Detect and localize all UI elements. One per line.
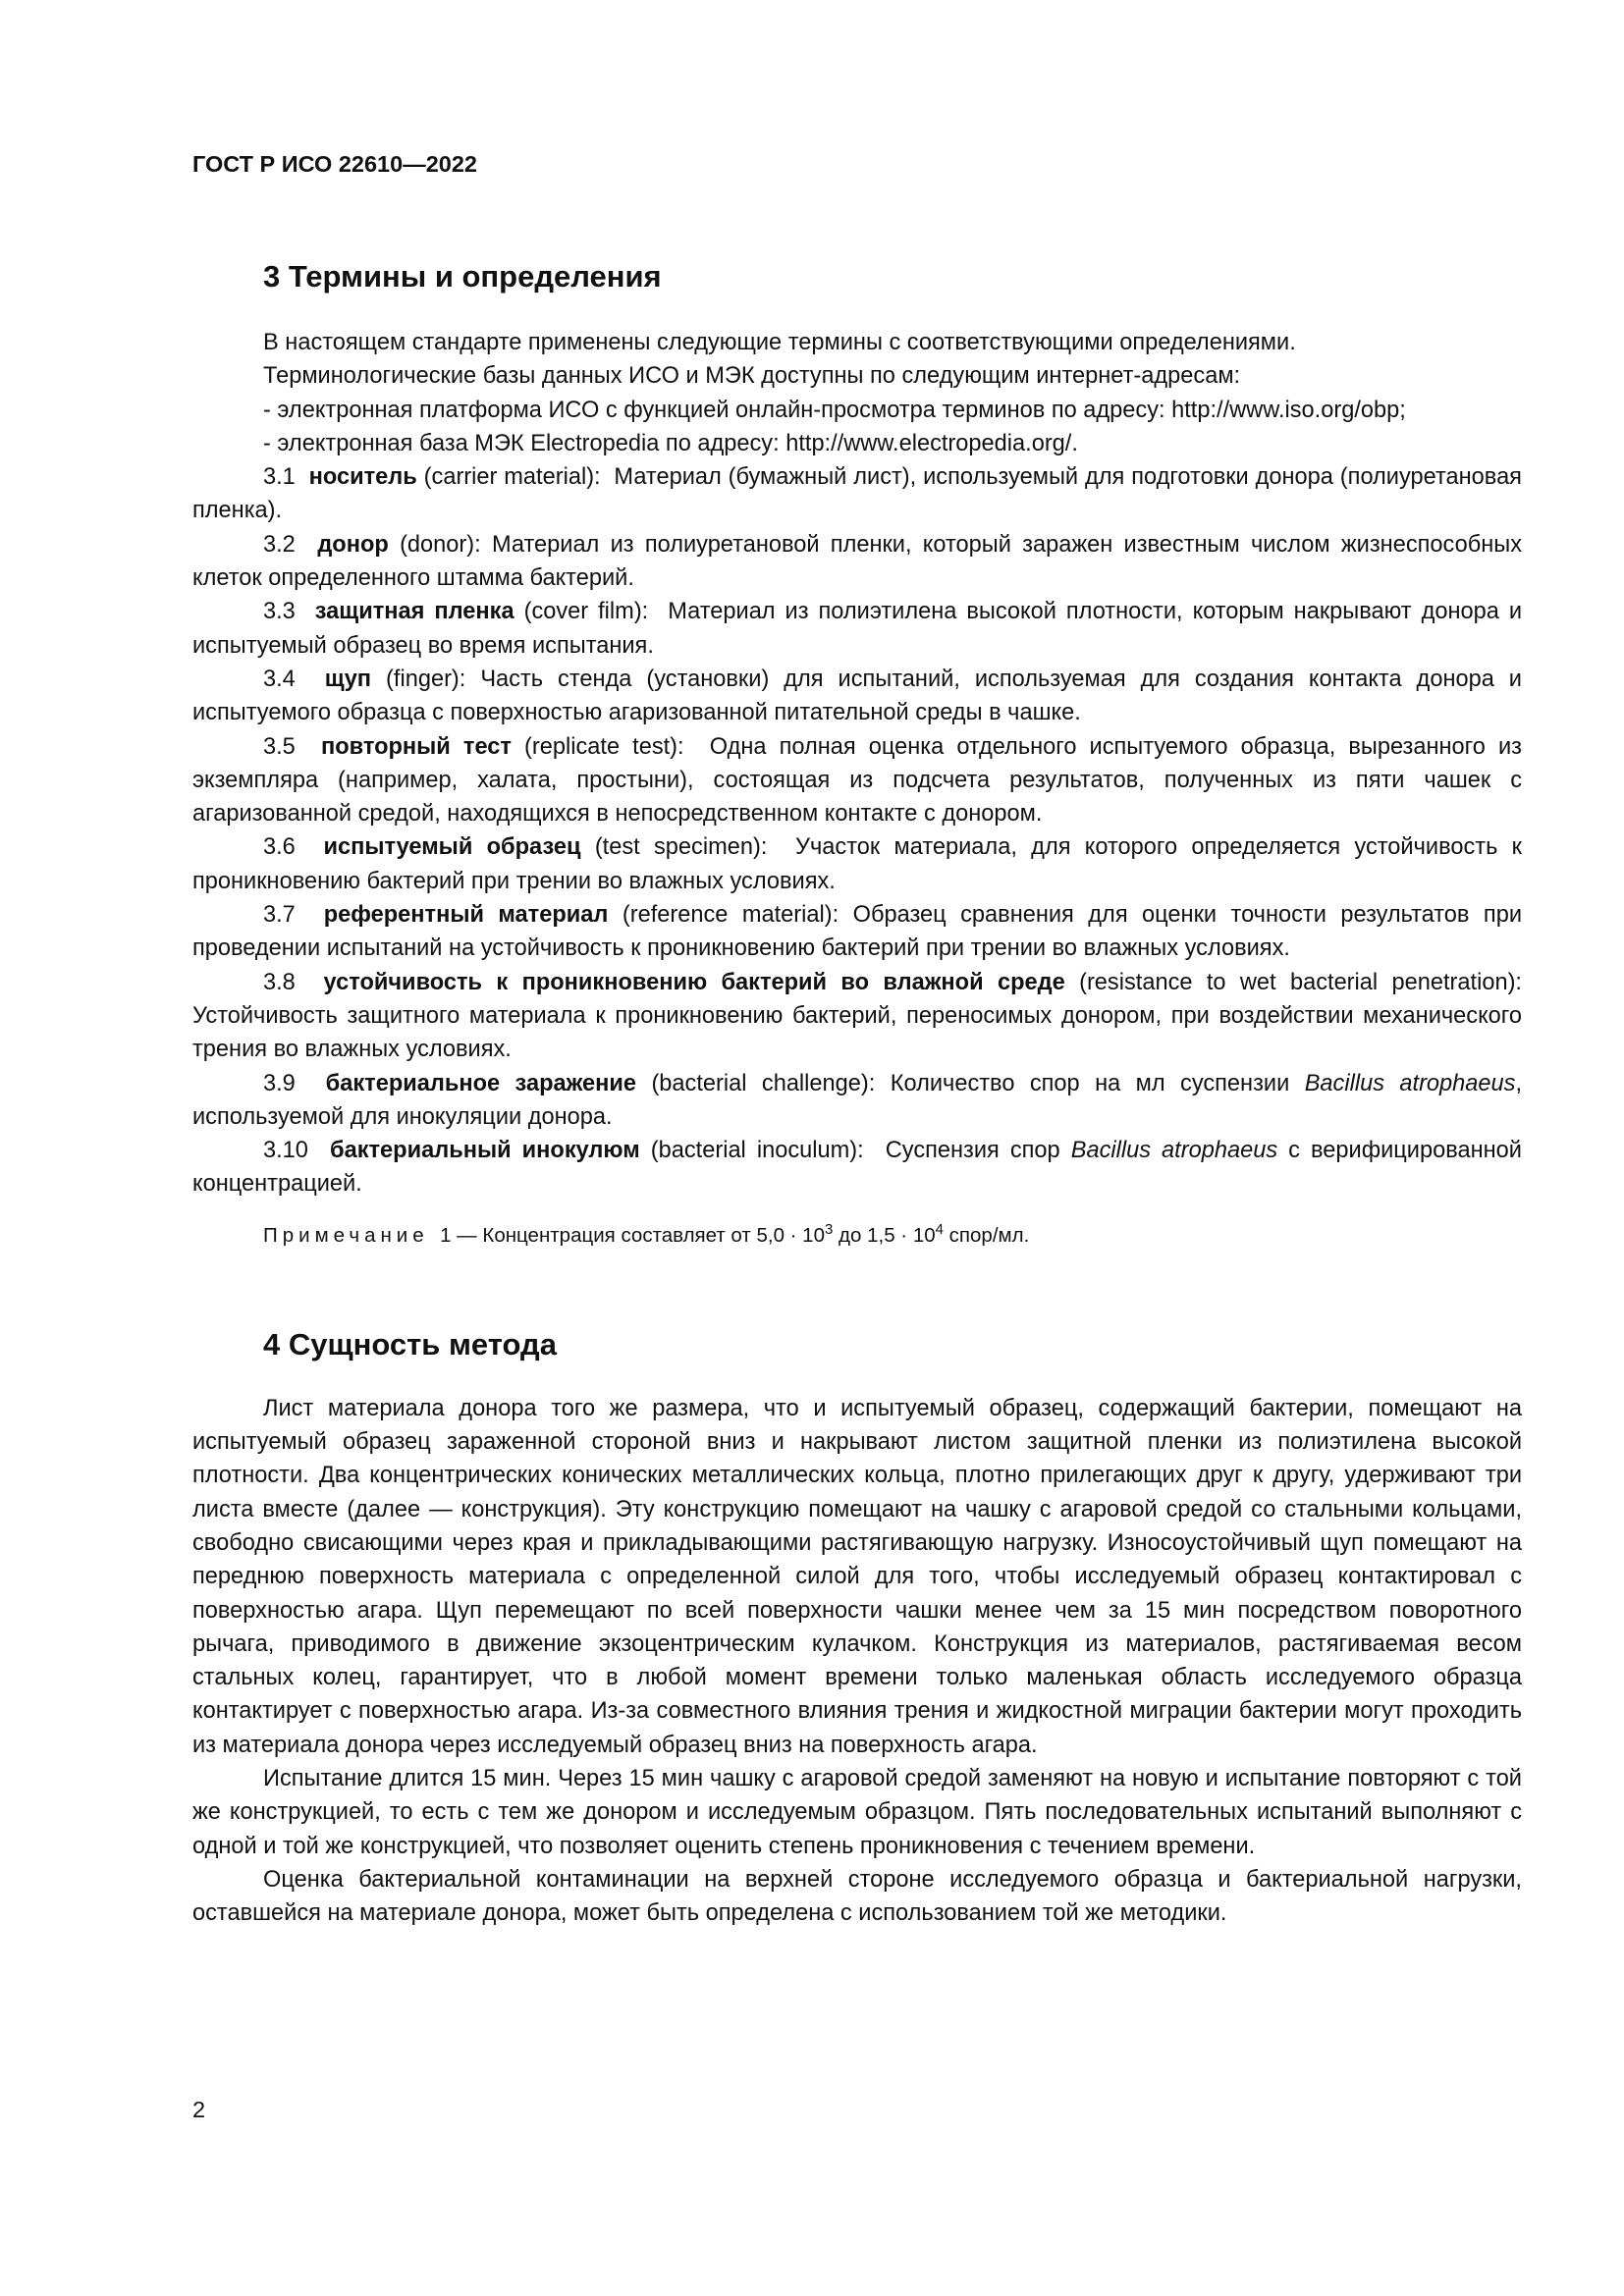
section-3-title: 3 Термины и определения bbox=[263, 259, 662, 294]
term-3-4 bbox=[192, 663, 1522, 730]
term-english: (donor): bbox=[400, 531, 481, 558]
term-definition: Участок материала, для которого определяется устойчивость к проникновению бактерий при трении во влажных условиях. bbox=[192, 834, 1522, 894]
term-name: испытуемый образец bbox=[323, 834, 581, 861]
note-text: до 1,5 · 10 bbox=[839, 1223, 936, 1247]
term-3-2 bbox=[192, 528, 1522, 596]
note-text: спор/мл. bbox=[948, 1223, 1030, 1247]
term-definition: Часть стенда (установки) для испытаний, используемая для создания контакта донора и испытуемого образца с поверхностью агаризованной питательной среды в чашке. bbox=[192, 666, 1522, 726]
term-definition: Образец сравнения для оценки точности результатов при проведении испытаний на устойчивость к проникновению бактерий при трении во влажных условиях. bbox=[192, 902, 1522, 962]
term-definition: Суспензия спор bbox=[885, 1138, 1060, 1164]
term-english: (test specimen): bbox=[594, 834, 768, 861]
term-definition-end: , используемой для инокуляции донора. bbox=[192, 1070, 1523, 1130]
term-3-9 bbox=[192, 1067, 1522, 1135]
term-english: (resistance to wet bacterial penetration): bbox=[1079, 969, 1522, 995]
term-definition: Количество спор на мл суспензии bbox=[890, 1070, 1290, 1096]
term-number: 3.4 bbox=[263, 666, 296, 692]
term-number: 3.5 bbox=[263, 733, 296, 760]
term-english: (cover film): bbox=[523, 599, 649, 625]
term-definition: Одна полная оценка отдельного испытуемого образца, вырезанного из экземпляра (например, халата, простыни), состоящая из подсчета результатов, полученных из пяти чашек с агаризованной средой, находящихся в непосредственном контакте с донором. bbox=[192, 733, 1522, 828]
term-name: референтный материал bbox=[323, 902, 609, 929]
term-3-3 bbox=[192, 595, 1522, 663]
term-number: 3.6 bbox=[263, 834, 296, 861]
term-name: бактериальное заражение bbox=[325, 1070, 637, 1096]
term-definition: Материал (бумажный лист), используемый для подготовки донора (полиуретановая пленка). bbox=[192, 464, 1522, 524]
term-name: носитель bbox=[308, 464, 417, 491]
term-name: защитная пленка bbox=[314, 599, 514, 625]
term-3-7 bbox=[192, 898, 1522, 966]
term-english: (bacterial challenge): bbox=[651, 1070, 876, 1096]
intro-paragraph: В настоящем стандарте применены следующие термины с соответствующими определениями. bbox=[263, 330, 1296, 355]
term-number: 3.8 bbox=[263, 969, 296, 995]
term-name: устойчивость к проникновению бактерий во влажной среде bbox=[323, 969, 1065, 995]
term-3-6 bbox=[192, 830, 1522, 898]
document-page bbox=[192, 147, 1522, 1930]
intro-list-item-iec: - электронная база МЭК Electropedia по адресу: http://www.electropedia.org/. bbox=[263, 430, 1078, 456]
intro-paragraph: Терминологические базы данных ИСО и МЭК доступны по следующим интернет-адресам: bbox=[263, 363, 1241, 390]
note-1 bbox=[192, 1221, 1522, 1251]
species-name: Bacillus atrophaeus bbox=[1070, 1138, 1278, 1164]
term-name: щуп bbox=[324, 666, 372, 692]
term-english: (reference material): bbox=[622, 902, 839, 929]
term-number: 3.1 bbox=[263, 464, 296, 491]
term-english: (carrier material): bbox=[423, 464, 601, 491]
note-text: Концентрация составляет от 5,0 · 10 bbox=[482, 1223, 825, 1247]
term-english: (replicate test): bbox=[524, 733, 684, 760]
document-code-header: ГОСТ Р ИСО 22610—2022 bbox=[192, 151, 477, 177]
term-number: 3.3 bbox=[263, 599, 296, 625]
term-3-1 bbox=[192, 460, 1522, 528]
note-number: 1 — bbox=[440, 1223, 477, 1247]
term-number: 3.2 bbox=[263, 531, 296, 558]
term-number: 3.9 bbox=[263, 1070, 296, 1096]
term-english: (finger): bbox=[386, 666, 466, 692]
note-exponent: 4 bbox=[935, 1220, 944, 1238]
term-name: бактериальный инокулюм bbox=[330, 1138, 640, 1164]
term-3-5 bbox=[192, 730, 1522, 831]
species-name: Bacillus atrophaeus bbox=[1304, 1070, 1516, 1096]
note-exponent: 3 bbox=[825, 1220, 834, 1238]
term-name: повторный тест bbox=[320, 733, 512, 760]
section-4-title: 4 Сущность метода bbox=[263, 1326, 557, 1362]
term-definition-end: с верифицированной концентрацией. bbox=[192, 1138, 1522, 1198]
term-english: (bacterial inoculum): bbox=[650, 1138, 864, 1164]
term-3-8 bbox=[192, 966, 1522, 1067]
term-3-10 bbox=[192, 1134, 1522, 1201]
method-paragraph: Оценка бактериальной контаминации на верхней стороне исследуемого образца и бактериальной нагрузки, оставшейся на материале донора, может быть определена с использованием той же методики. bbox=[192, 1866, 1522, 1927]
term-number: 3.10 bbox=[263, 1138, 308, 1164]
intro-list-item-iso: - электронная платформа ИСО с функцией онлайн-просмотра терминов по адресу: http://www.iso.org/obp; bbox=[263, 397, 1406, 423]
note-label: Примечание bbox=[263, 1223, 429, 1247]
page-number: 2 bbox=[192, 2097, 206, 2122]
method-paragraph: Лист материала донора того же размера, что и испытуемый образец, содержащий бактерии, помещают на испытуемый образец зараженной стороной вниз и накрывают листом защитной пленки из полиэтилена высокой плотности. Два концентрических конических металлических кольца, плотно прилегающих друг к другу, удерживают три листа вместе (далее — конструкция). Эту конструкцию помещают на чашку с агаровой средой со стальными кольцами, свободно свисающими через края и прикладывающими растягивающую нагрузку. Износоустойчивый щуп помещают на переднюю поверхность материала с определенной силой для того, чтобы исследуемый образец контактировал с поверхностью агара. Щуп перемещают по всей поверхности чашки менее чем за 15 мин посредством поворотного рычага, приводимого в движение экзоцентрическим кулачком. Конструкция из материалов, растягиваемая весом стальных колец, гарантирует, что в любой момент времени только маленькая область исследуемого образца контактирует с поверхностью агара. Из-за совместного влияния трения и жидкостной миграции бактерии могут проходить из материала донора через исследуемый образец вниз на поверхность агара. bbox=[192, 1395, 1522, 1758]
method-paragraph: Испытание длится 15 мин. Через 15 мин чашку с агаровой средой заменяют на новую и испытание повторяют с той же конструкцией, то есть с тем же донором и исследуемым образцом. Пять последовательных испытаний выполняют с одной и той же конструкцией, что позволяет оценить степень проникновения с течением времени. bbox=[192, 1765, 1522, 1859]
term-definition: Материал из полиуретановой пленки, который заражен известным числом жизнеспособных клеток определенного штамма бактерий. bbox=[192, 531, 1522, 592]
term-name: донор bbox=[317, 531, 389, 558]
term-definition: Устойчивость защитного материала к проникновению бактерий, переносимых донором, при воздействии механического трения во влажных условиях. bbox=[192, 1002, 1522, 1063]
term-number: 3.7 bbox=[263, 902, 296, 929]
term-definition: Материал из полиэтилена высокой плотности, которым накрывают донора и испытуемый образец во время испытания. bbox=[192, 599, 1523, 659]
